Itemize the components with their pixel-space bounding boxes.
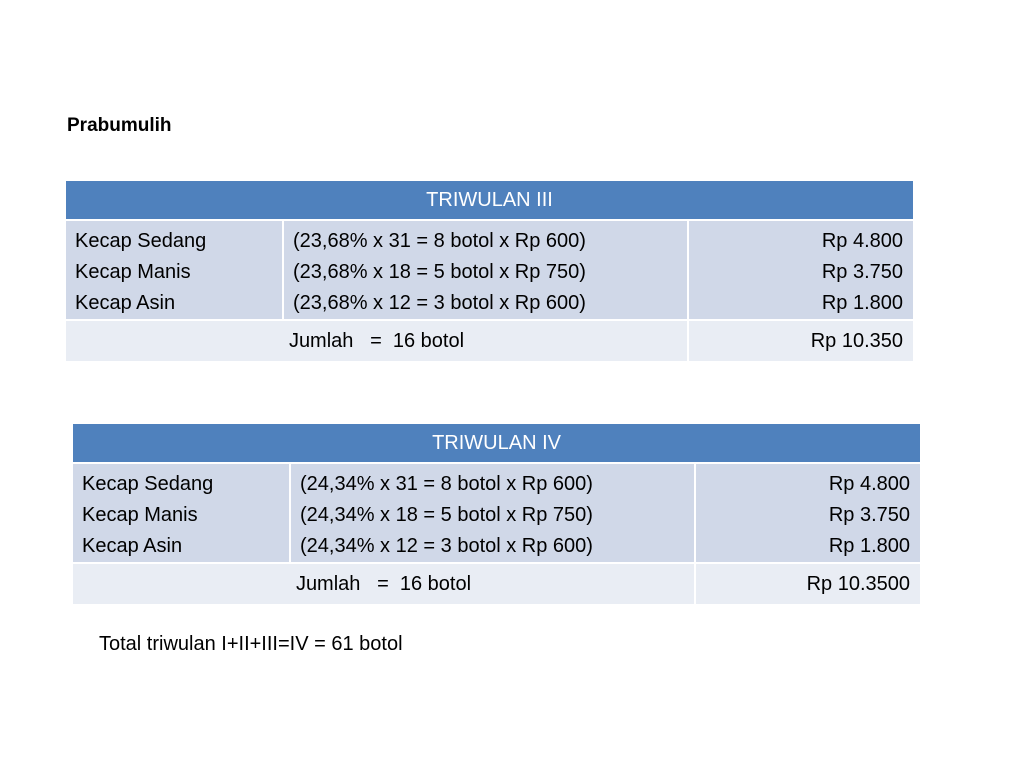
total-summary-text: Total triwulan I+II+III=IV = 61 botol <box>99 633 403 655</box>
item-name: Kecap Asin <box>75 292 176 314</box>
calculation-text: (23,68% x 12 = 3 botol x Rp 600) <box>293 292 586 314</box>
amount-value: Rp 4.800 <box>828 473 911 495</box>
item-name: Kecap Asin <box>82 535 183 557</box>
total-label: Jumlah = 16 botol <box>72 563 695 605</box>
amount-value: Rp 4.800 <box>821 230 903 252</box>
calculation-text: (23,68% x 18 = 5 botol x Rp 750) <box>293 261 586 283</box>
item-names-cell <box>72 463 290 563</box>
total-amount: Rp 10.3500 <box>695 563 921 605</box>
total-amount: Rp 10.350 <box>688 320 914 362</box>
calculation-text: (23,68% x 31 = 8 botol x Rp 600) <box>293 230 586 252</box>
amount-value: Rp 3.750 <box>828 504 911 526</box>
item-name: Kecap Sedang <box>75 230 207 252</box>
calculation-text: (24,34% x 12 = 3 botol x Rp 600) <box>300 535 593 557</box>
table-row <box>65 220 914 320</box>
table-row <box>72 463 921 563</box>
item-name: Kecap Sedang <box>82 473 214 495</box>
calculation-text: (24,34% x 31 = 8 botol x Rp 600) <box>300 473 593 495</box>
item-name: Kecap Manis <box>75 261 191 283</box>
table-triwulan-4 <box>71 422 922 606</box>
calculation-cell <box>290 463 695 563</box>
total-row <box>65 320 914 362</box>
amount-cell <box>688 220 914 320</box>
item-name: Kecap Manis <box>82 504 198 526</box>
calculation-text: (24,34% x 18 = 5 botol x Rp 750) <box>300 504 593 526</box>
amount-value: Rp 1.800 <box>821 292 903 314</box>
table-triwulan-3 <box>64 179 915 363</box>
total-label: Jumlah = 16 botol <box>65 320 688 362</box>
amount-cell <box>695 463 921 563</box>
table-header: TRIWULAN III <box>65 180 914 220</box>
table-header: TRIWULAN IV <box>72 423 921 463</box>
amount-value: Rp 1.800 <box>828 535 911 557</box>
item-names-cell <box>65 220 283 320</box>
calculation-cell <box>283 220 688 320</box>
amount-value: Rp 3.750 <box>821 261 903 283</box>
page-title: Prabumulih <box>67 115 172 136</box>
total-row <box>72 563 921 605</box>
